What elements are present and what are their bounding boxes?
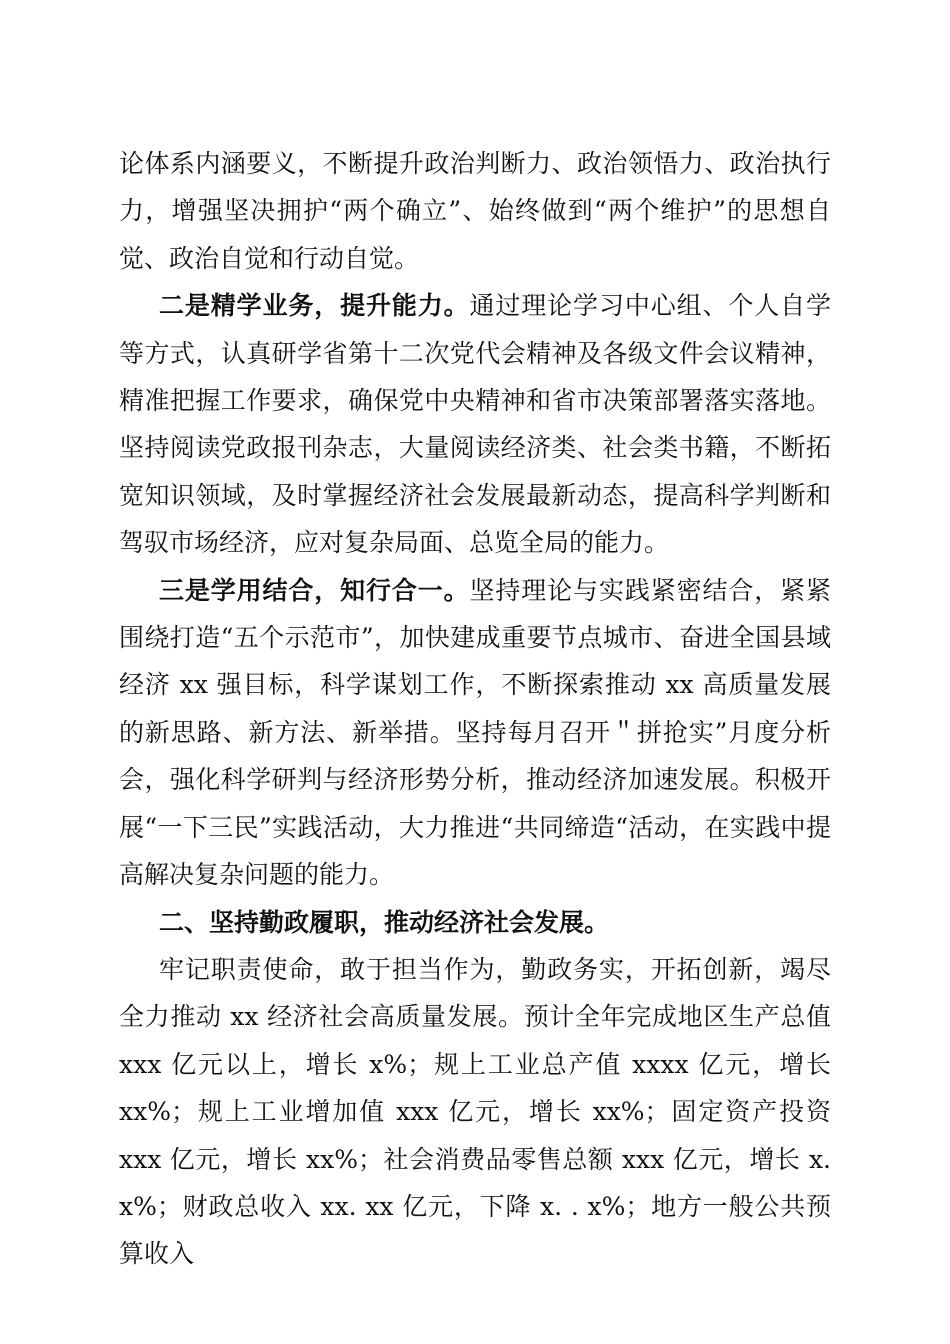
document-body: [119, 140, 831, 1278]
paragraph-lead-business: 二是精学业务，提升能力。: [159, 291, 470, 321]
section-heading-2: 二、坚持勤政履职，推动经济社会发展。: [159, 907, 610, 937]
paragraph-theory-continuation: 论体系内涵要义，不断提升政治判断力、政治领悟力、政治执行力，增强坚决拥护“两个确立”、始终做到“两个维护”的思想自觉、政治自觉和行动自觉。: [119, 149, 831, 273]
paragraph-economic-results: 牢记职责使命，敢于担当作为，勤政务实，开拓创新，竭尽全力推动 xx 经济社会高质量发展。预计全年完成地区生产总值 xxx 亿元以上，增长 x%；规上工业总产值 xxxx 亿元，增长 xx%；规上工业增加值 xxx 亿元，增长 xx%；固定资产投资 xxx 亿元，增长 xx%；社会消费品零售总额 xxx 亿元，增长 x. x%；财政总收入 xx. xx 亿元，下降 x. . x%；地方一般公共预算收入: [119, 954, 831, 1269]
paragraph-business-study: [119, 282, 831, 566]
paragraph-practice: [119, 567, 831, 899]
paragraph-body-business: 通过理论学习中心组、个人自学等方式，认真研学省第十二次党代会精神及各级文件会议精神，精准把握工作要求，确保党中央精神和省市决策部署落实落地。坚持阅读党政报刊杂志，大量阅读经济类、社会类书籍，不断拓宽知识领域，及时掌握经济社会发展最新动态，提高科学判断和驾驭市场经济，应对复杂局面、总览全局的能力。: [119, 291, 831, 558]
paragraph-body-practice: 坚持理论与实践紧密结合，紧紧围绕打造“五个示范市”，加快建成重要节点城市、奋进全国县域经济 xx 强目标，科学谋划工作，不断探索推动 xx 高质量发展的新思路、新方法、新举措。坚持每月召开＂拼抢实”月度分析会，强化科学研判与经济形势分析，推动经济加速发展。积极开展“一下三民”实践活动，大力推进“共同缔造“活动，在实践中提高解决复杂问题的能力。: [119, 575, 831, 890]
paragraph-lead-practice: 三是学用结合，知行合一。: [159, 575, 470, 605]
